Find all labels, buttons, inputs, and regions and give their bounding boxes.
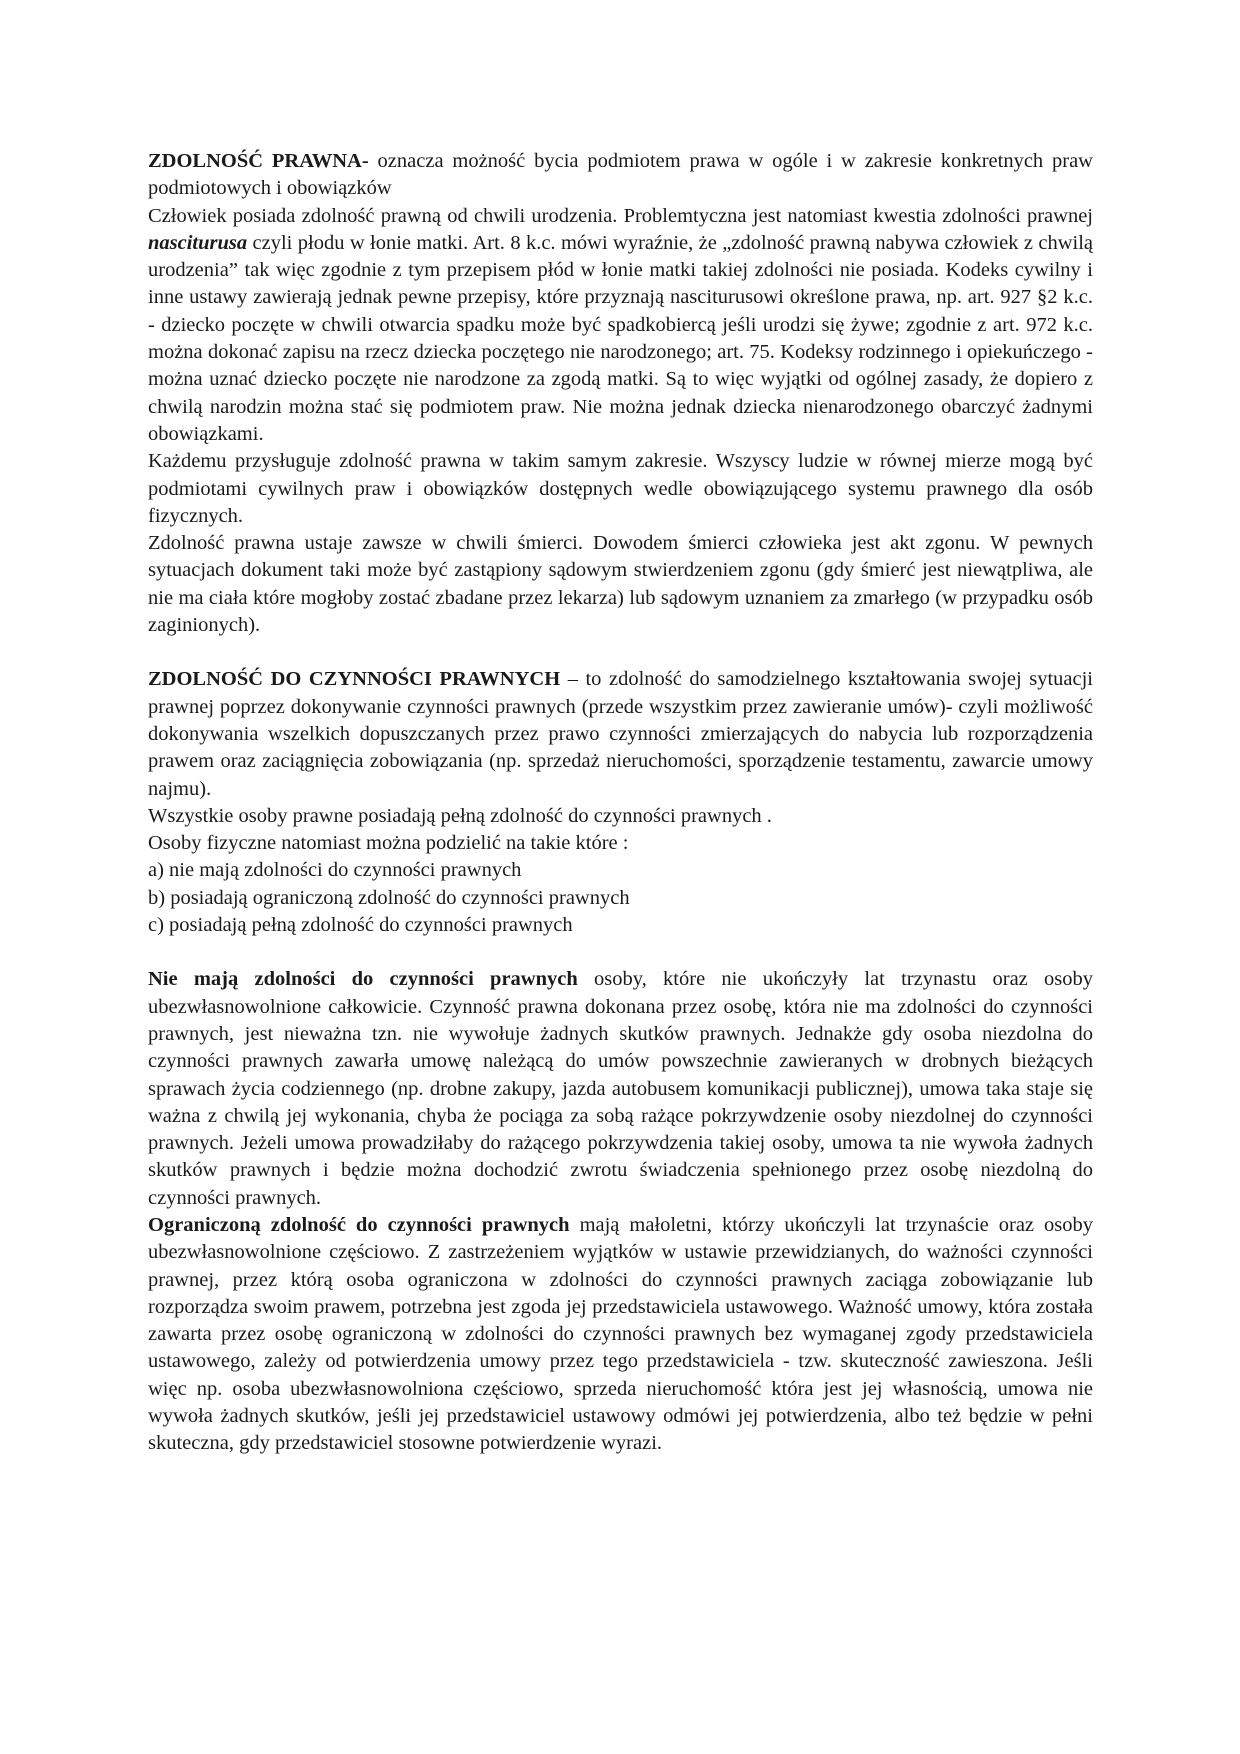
capacity-for-acts-definition <box>148 666 1093 802</box>
legal-capacity-definition <box>148 148 1093 203</box>
no-capacity-lead: Nie mają zdolności do czynności prawnych <box>148 968 578 991</box>
limited-capacity-text: mają małoletni, którzy ukończyli lat trzynaście oraz osoby ubezwłasnowolnione częściowo. Z zastrzeżeniem wyjątków w ustawie przewidzianych, do ważności czynności prawnej, przez którą osoba ograniczona w zdolności do czynności prawnych zaciąga zobowiązanie lub rozporządza swoim prawem, potrzebna jest zgoda jej przedstawiciela ustawowego. Ważność umowy, która została zawarta przez osobę ograniczoną w zdolności do czynności prawnych bez wymaganej zgody przedstawiciela ustawowego, zależy od potwierdzenia umowy przez tego przedstawiciela - tzw. skuteczność zawieszona. Jeśli więc np. osoba ubezwłasnowolniona częściowo, sprzeda nieruchomość która jest jej własnością, umowa nie wywoła żadnych skutków, jeśli jej przedstawiciel ustawowy odmówi jej potwierdzenia, albo też będzie w pełni skuteczna, gdy przedstawiciel stosowne potwierdzenie wyrazi. <box>148 1213 1094 1455</box>
paragraph-nasciturus-part2: czyli płodu w łonie matki. Art. 8 k.c. mówi wyraźnie, że „zdolność prawną nabywa człowiek z chwilą urodzenia” tak więc zgodnie z tym przepisem płód w łonie matki takiej zdolności nie posiada. Kodeks cywilny i inne ustawy zawierają jednak pewne przepisy, które przyznają nasciturusowi określone prawa, np. art. 927 §2 k.c. - dziecko poczęte w chwili otwarcia spadku może być spadkobiercą jeśli urodzi się żywe; zgodnie z art. 972 k.c. można dokonać zapisu na rzecz dziecka poczętego nie narodzonego; art. 75. Kodeksy rodzinnego i opiekuńczego - można uznać dziecko poczęte nie narodzone za zgodą matki. Są to więc wyjątki od ogólnej zasady, że dopiero z chwilą narodzin można stać się podmiotem praw. Nie można jednak dziecka nienarodzonego obarczyć żadnymi obowiązkami. <box>148 231 1093 445</box>
legal-persons-line: Wszystkie osoby prawne posiadają pełną zdolność do czynności prawnych . <box>148 804 772 827</box>
list-item-a: a) nie mają zdolności do czynności prawnych <box>148 859 522 882</box>
legal-capacity-definition-text: oznacza możność bycia podmiotem prawa w ogóle i w zakresie konkretnych praw podmiotowych i obowiązków <box>148 150 1093 200</box>
paragraph-equal-capacity: Każdemu przysługuje zdolność prawna w takim samym zakresie. Wszyscy ludzie w równej mierze mogą być podmiotami cywilnych praw i obowiązków dostępnych wedle obowiązującego systemu prawnego dla osób fizycznych. <box>148 450 1093 527</box>
no-capacity-text: osoby, które nie ukończyły lat trzynastu oraz osoby ubezwłasnowolnione całkowicie. Czynność prawna dokonana przez osobę, która nie ma zdolności do czynności prawnych, jest nieważna tzn. nie wywołuje żadnych skutków prawnych. Jednakże gdy osoba niezdolna do czynności prawnych zawarła umowę należącą do umów powszechnie zawieranych w drobnych bieżących sprawach życia codziennego (np. drobne zakupy, jazda autobusem komunikacji publicznej), umowa taka staje się ważna z chwilą jej wykonania, chyba że pociąga za sobą rażące pokrzywdzenie osoby niezdolnej do czynności prawnych. Jeżeli umowa prowadziłaby do rażącego pokrzywdzenia takiej osoby, umowa ta nie wywoła żadnych skutków prawnych i będzie można dochodzić zwrotu świadczenia spełnionego przez osobę niezdolną do czynności prawnych. <box>148 968 1094 1209</box>
paragraph-limited-capacity <box>148 1212 1093 1458</box>
document-page <box>148 148 1093 1458</box>
paragraph-no-capacity <box>148 966 1093 1212</box>
limited-capacity-lead: Ograniczoną zdolność do czynności prawnych <box>148 1213 570 1236</box>
paragraph-nasciturus-part1: Człowiek posiada zdolność prawną od chwili urodzenia. Problemtyczna jest natomiast kwestia zdolności prawnej <box>148 204 1093 227</box>
section-spacer <box>148 939 1093 966</box>
list-item-b: b) posiadają ograniczoną zdolność do czynności prawnych <box>148 886 630 909</box>
capacity-for-acts-heading: ZDOLNOŚĆ DO CZYNNOŚCI PRAWNYCH <box>148 668 561 691</box>
list-item-c: c) posiadają pełną zdolność do czynności prawnych <box>148 914 573 937</box>
paragraph-end-of-capacity: Zdolność prawna ustaje zawsze w chwili śmierci. Dowodem śmierci człowieka jest akt zgonu. W pewnych sytuacjach dokument taki może być zastąpiony sądowym stwierdzeniem zgonu (gdy śmierć jest niewątpliwa, ale nie ma ciała które mogłoby zostać zbadane przez lekarza) lub sądowym uznaniem za zmarłego (w przypadku osób zaginionych). <box>148 532 1093 637</box>
legal-capacity-heading: ZDOLNOŚĆ PRAWNA- <box>148 150 369 172</box>
nasciturusa-term: nasciturusa <box>148 231 248 254</box>
natural-persons-line: Osoby fizyczne natomiast można podzielić na takie które : <box>148 832 629 855</box>
capacity-for-acts-definition-text: – to zdolność do samodzielnego kształtowania swojej sytuacji prawnej poprzez dokonywanie czynności prawnych (przede wszystkim przez zawieranie umów)- czyli możliwość dokonywania wszelkich dopuszczanych przez prawo czynności zmierzających do nabycia lub rozporządzenia prawem oraz zaciągnięcia zobowiązania (np. sprzedaż nieruchomości, sporządzenie testamentu, zawarcie umowy najmu). <box>148 668 1093 800</box>
section-spacer <box>148 639 1093 666</box>
paragraph-nasciturus <box>148 203 1093 449</box>
